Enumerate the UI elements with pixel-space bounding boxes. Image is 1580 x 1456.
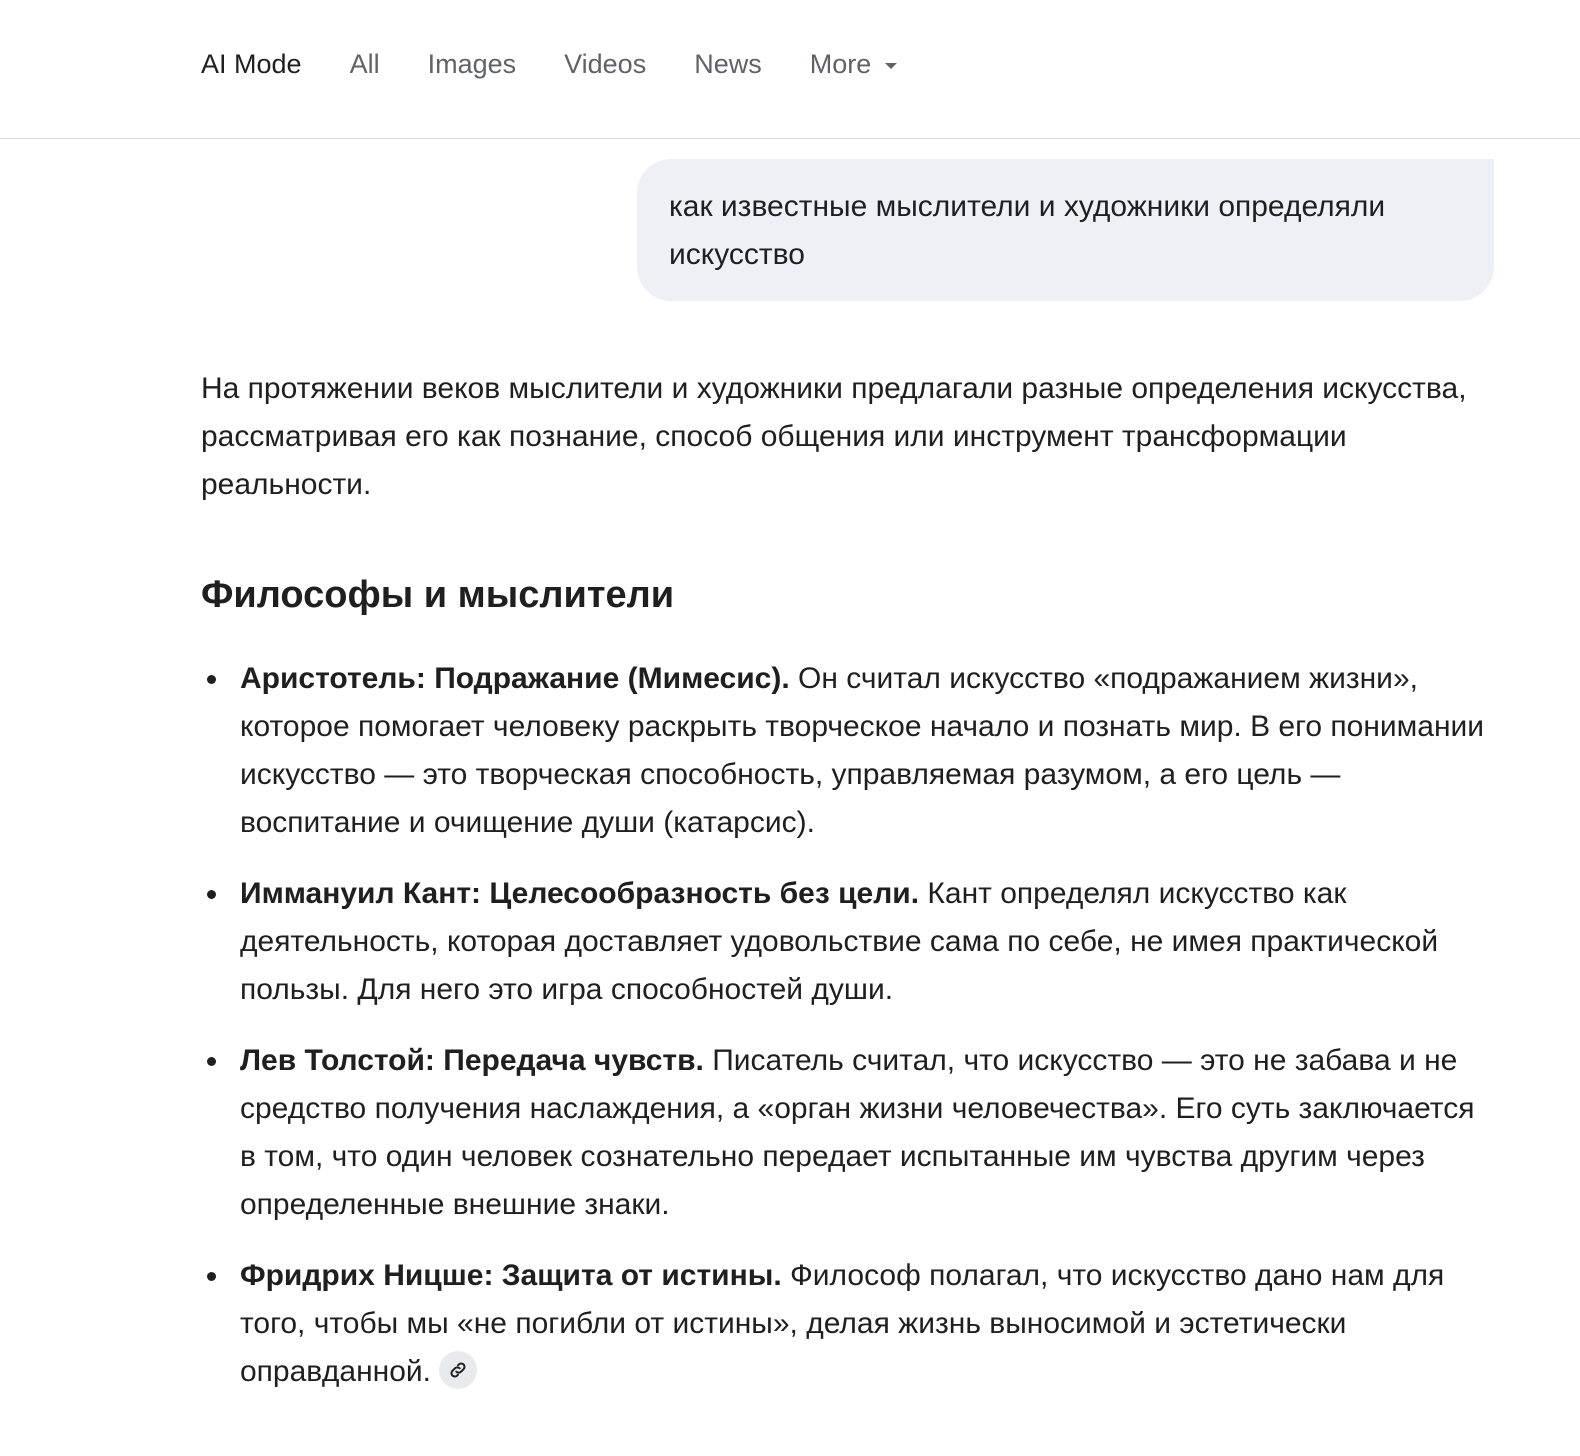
- bullet-icon: [207, 675, 216, 684]
- list-item: [201, 655, 1491, 847]
- answer-intro: На протяжении веков мыслители и художники предлагали разные определения искусства, рассматривая его как познание, способ общения или инструмент трансформации реальности.: [201, 372, 1467, 501]
- list-item-text: Он считал искусство «подражанием жизни», которое помогает человеку раскрыть творческое начало и познать мир. В его понимании искусство — это творческая способность, управляемая разумом, а его цель — воспитание и очищение души (катарсис).: [240, 662, 1485, 839]
- tabs-row: [201, 44, 945, 84]
- list-item-text: Философ полагал, что искусство дано нам для того, чтобы мы «не погибли от истины», делая жизнь выносимой и эстетически оправданной.: [240, 1259, 1445, 1388]
- list-item-title: Лев Толстой: Передача чувств.: [240, 1044, 704, 1077]
- list-item-title: Фридрих Ницше: Защита от истины.: [240, 1259, 782, 1292]
- bullet-icon: [207, 1272, 216, 1281]
- tab-ai-mode[interactable]: AI Mode: [201, 49, 302, 79]
- answer-bullet-list: [201, 655, 1491, 1419]
- bullet-icon: [207, 1057, 216, 1066]
- list-item: [201, 870, 1491, 1014]
- tab-news[interactable]: News: [694, 49, 762, 79]
- user-query-bubble: [637, 159, 1494, 301]
- source-link-button[interactable]: [439, 1351, 477, 1389]
- list-item: [201, 1037, 1491, 1229]
- section-heading: Философы и мыслители: [201, 574, 675, 616]
- ai-answer: [201, 365, 1491, 1388]
- list-item-text: Писатель считал, что искусство — это не забава и не средство получения наслаждения, а «орган жизни человечества». Его суть заключается в том, что один человек сознательно передает испытанные им чувства другим через определенные внешние знаки.: [240, 1044, 1475, 1221]
- link-icon: [448, 1360, 468, 1380]
- tab-images[interactable]: Images: [427, 49, 517, 79]
- tab-videos[interactable]: Videos: [564, 49, 647, 79]
- list-item-text: Кант определял искусство как деятельность, которая доставляет удовольствие сама по себе, не имея практической пользы. Для него это игра способностей души.: [240, 877, 1439, 1006]
- tab-more-label: More: [809, 49, 872, 79]
- list-item: [201, 1252, 1491, 1396]
- tab-more[interactable]: [810, 44, 898, 84]
- tab-all[interactable]: All: [349, 49, 380, 79]
- search-tabs-bar: [0, 0, 1580, 139]
- list-item-title: Иммануил Кант: Целесообразность без цели.: [240, 877, 920, 910]
- bullet-icon: [207, 890, 216, 899]
- user-query-text: как известные мыслители и художники определяли искусство: [669, 190, 1386, 271]
- chevron-down-icon: [885, 63, 897, 69]
- list-item-title: Аристотель: Подражание (Мимесис).: [240, 662, 790, 695]
